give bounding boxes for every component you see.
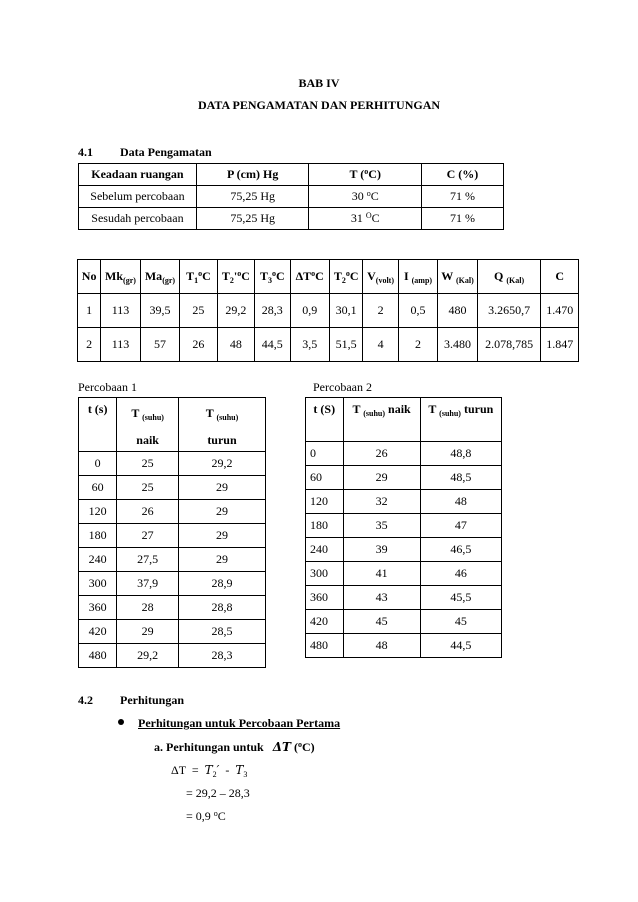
table-cell: 32 <box>343 490 420 514</box>
table-cell: 28,9 <box>178 572 265 596</box>
table-row <box>306 490 502 514</box>
table-cell: 28,3 <box>255 294 290 328</box>
table-row <box>78 294 579 328</box>
table-header-cell: P (cm) Hg <box>196 164 309 186</box>
table-cell: 2.078,785 <box>477 328 541 362</box>
table-cell: 240 <box>306 538 344 562</box>
table-header-cell: T $_{(suhu)}$ turun <box>178 398 265 452</box>
table-row <box>79 186 504 208</box>
table-cell: 30,1 <box>329 294 362 328</box>
table-row <box>79 620 266 644</box>
table-cell: 28 <box>117 596 179 620</box>
room-conditions-table <box>78 163 504 230</box>
table-cell: 1 <box>78 294 101 328</box>
table-row <box>306 466 502 490</box>
table-cell: 120 <box>79 500 117 524</box>
table-cell: 27,5 <box>117 548 179 572</box>
table-header-cell: T $_{(suhu)}$ naik <box>343 398 420 442</box>
table-row <box>79 572 266 596</box>
subsection-text: a. Perhitungan untuk <box>154 740 264 754</box>
table-header-row <box>79 164 504 186</box>
bullet-icon <box>118 719 124 725</box>
table-cell: 4 <box>363 328 398 362</box>
table-cell: 29 <box>178 524 265 548</box>
table-header-cell: t (S) <box>306 398 344 442</box>
experiment-2-label: Percobaan 2 <box>313 380 372 394</box>
table-cell: 480 <box>79 644 117 668</box>
calc-step: = 29,2 – 28,3 <box>186 786 250 800</box>
table-cell: 0,5 <box>398 294 437 328</box>
table-header-cell: $\Delta T^oC$ <box>290 260 329 294</box>
table-cell: 113 <box>101 328 140 362</box>
table-cell: 51,5 <box>329 328 362 362</box>
table-cell: 75,25 Hg <box>196 186 309 208</box>
table-cell: 3.2650,7 <box>477 294 541 328</box>
table-cell: 2 <box>398 328 437 362</box>
table-cell: 29 <box>178 548 265 572</box>
table-cell: 48 <box>217 328 254 362</box>
table-cell: 26 <box>180 328 217 362</box>
table-cell: 120 <box>306 490 344 514</box>
table-cell: 46 <box>420 562 501 586</box>
table-row <box>79 208 504 230</box>
table-cell: 26 <box>117 500 179 524</box>
table-cell: 48,5 <box>420 466 501 490</box>
chapter-title: DATA PENGAMATAN DAN PERHITUNGAN <box>197 98 441 112</box>
table-cell: 27 <box>117 524 179 548</box>
table-header-cell: $T_1^oC$ <box>180 260 217 294</box>
table-cell: 0 <box>79 452 117 476</box>
experiment-2-table <box>305 397 502 658</box>
table-cell: 480 <box>438 294 477 328</box>
table-cell: 37,9 <box>117 572 179 596</box>
table-row <box>306 562 502 586</box>
table-cell: Sebelum percobaan <box>79 186 197 208</box>
chapter-label: BAB IV <box>298 76 340 90</box>
table-row <box>79 524 266 548</box>
table-cell: 2 <box>78 328 101 362</box>
subsection-heading: a. Perhitungan untuk ΔT ($^o$C) <box>154 740 315 754</box>
table-cell: 480 <box>306 634 344 658</box>
table-cell: 48 <box>343 634 420 658</box>
table-row <box>78 328 579 362</box>
table-cell: 30 $^o$C <box>309 186 422 208</box>
table-cell: 75,25 Hg <box>196 208 309 230</box>
table-row <box>306 514 502 538</box>
table-cell: 0,9 <box>290 294 329 328</box>
table-cell: 180 <box>79 524 117 548</box>
table-cell: 48,8 <box>420 442 501 466</box>
table-cell: 44,5 <box>255 328 290 362</box>
table-cell: 25 <box>180 294 217 328</box>
table-header-cell: $Ma_{(gr)}$ <box>140 260 179 294</box>
table-row <box>79 500 266 524</box>
table-cell: 71 % <box>421 186 503 208</box>
formula: $\Delta T = T_2' - T_3$ <box>171 763 248 779</box>
table-cell: 60 <box>306 466 344 490</box>
table-header-cell: $T_2'^oC$ <box>217 260 254 294</box>
table-cell: 28,3 <box>178 644 265 668</box>
table-cell: 45 <box>420 610 501 634</box>
table-cell: 0 <box>306 442 344 466</box>
table-cell: 29 <box>343 466 420 490</box>
table-cell: 31 $^O$C <box>309 208 422 230</box>
table-row <box>306 442 502 466</box>
table-cell: 45 <box>343 610 420 634</box>
table-header-cell: C (%) <box>421 164 503 186</box>
bullet-text: Perhitungan untuk Percobaan Pertama <box>138 716 341 730</box>
table-cell: 180 <box>306 514 344 538</box>
table-header-cell: T $_{(suhu)}$ turun <box>420 398 501 442</box>
table-row <box>79 452 266 476</box>
table-cell: 113 <box>101 294 140 328</box>
section-title: Perhitungan <box>120 693 185 707</box>
table-header-cell: No <box>78 260 101 294</box>
table-cell: 29,2 <box>117 644 179 668</box>
table-header-cell: Keadaan ruangan <box>79 164 197 186</box>
table-cell: 1.470 <box>541 294 579 328</box>
table-row <box>79 476 266 500</box>
table-row <box>79 644 266 668</box>
table-cell: 420 <box>79 620 117 644</box>
delta-t-symbol: ΔT <box>272 740 291 754</box>
table-cell: 43 <box>343 586 420 610</box>
table-header-cell: C <box>541 260 579 294</box>
table-row <box>306 634 502 658</box>
table-cell: 360 <box>306 586 344 610</box>
table-header-cell: T ($^o$C) <box>309 164 422 186</box>
table-header-cell: $V_{(volt)}$ <box>363 260 398 294</box>
table-cell: 300 <box>79 572 117 596</box>
table-cell: 29 <box>117 620 179 644</box>
table-cell: 44,5 <box>420 634 501 658</box>
table-cell: 240 <box>79 548 117 572</box>
table-row <box>306 586 502 610</box>
table-cell: 46,5 <box>420 538 501 562</box>
table-header-row <box>78 260 579 294</box>
table-row <box>306 538 502 562</box>
table-cell: 29,2 <box>217 294 254 328</box>
table-cell: 71 % <box>421 208 503 230</box>
table-header-cell: W $_{(Kal)}$ <box>438 260 477 294</box>
table-cell: 26 <box>343 442 420 466</box>
table-cell: 300 <box>306 562 344 586</box>
table-cell: 2 <box>363 294 398 328</box>
table-header-cell: $T_2^oC$ <box>329 260 362 294</box>
table-cell: 25 <box>117 476 179 500</box>
table-cell: 360 <box>79 596 117 620</box>
table-cell: Sesudah percobaan <box>79 208 197 230</box>
measurement-table <box>77 259 579 362</box>
table-cell: 47 <box>420 514 501 538</box>
table-cell: 41 <box>343 562 420 586</box>
table-cell: 48 <box>420 490 501 514</box>
table-cell: 29 <box>178 476 265 500</box>
table-header-cell: $T_3^oC$ <box>255 260 290 294</box>
table-cell: 60 <box>79 476 117 500</box>
table-header-cell: t (s) <box>79 398 117 452</box>
table-row <box>79 596 266 620</box>
table-cell: 29 <box>178 500 265 524</box>
section-number: 4.1 <box>78 145 93 159</box>
table-header-cell: $Mk_{(gr)}$ <box>101 260 140 294</box>
table-header-cell: Q $_{(Kal)}$ <box>477 260 541 294</box>
table-cell: 420 <box>306 610 344 634</box>
table-cell: 45,5 <box>420 586 501 610</box>
table-cell: 35 <box>343 514 420 538</box>
table-cell: 25 <box>117 452 179 476</box>
section-title: Data Pengamatan <box>120 145 212 159</box>
calc-result: = 0,9 $^o$C <box>186 809 226 823</box>
table-cell: 28,5 <box>178 620 265 644</box>
table-header-cell: I $_{(amp)}$ <box>398 260 437 294</box>
table-cell: 1.847 <box>541 328 579 362</box>
table-row <box>79 548 266 572</box>
experiment-1-table <box>78 397 266 668</box>
table-cell: 57 <box>140 328 179 362</box>
table-cell: 29,2 <box>178 452 265 476</box>
table-header-cell: T $_{(suhu)}$ naik <box>117 398 179 452</box>
table-cell: 39 <box>343 538 420 562</box>
experiment-1-label: Percobaan 1 <box>78 380 137 394</box>
table-header-row <box>79 398 266 452</box>
table-row <box>306 610 502 634</box>
bullet-item <box>118 716 340 731</box>
table-cell: 39,5 <box>140 294 179 328</box>
table-cell: 3,5 <box>290 328 329 362</box>
table-cell: 28,8 <box>178 596 265 620</box>
section-number: 4.2 <box>78 693 93 707</box>
table-header-row <box>306 398 502 442</box>
table-cell: 3.480 <box>438 328 477 362</box>
